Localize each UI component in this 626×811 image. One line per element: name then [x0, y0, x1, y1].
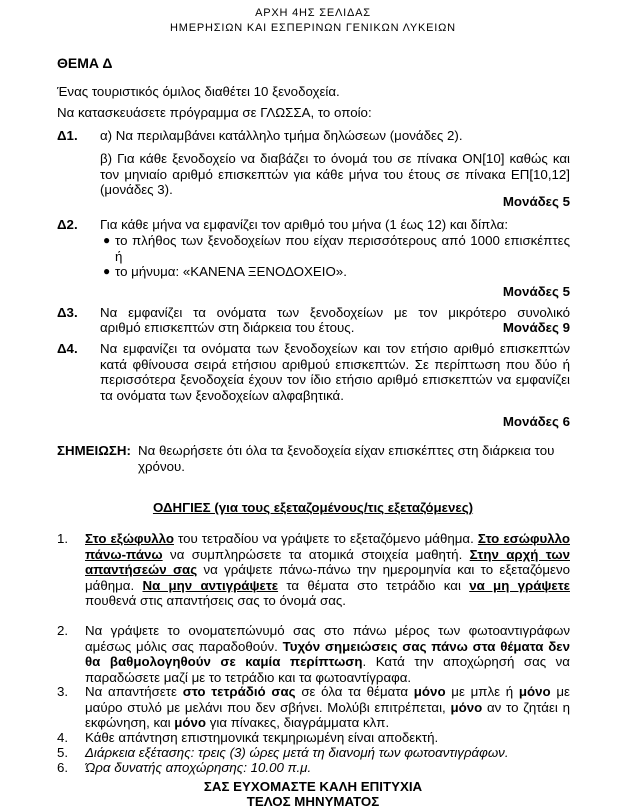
instruction-number-3: 3.	[57, 684, 69, 699]
footer-line2: ΤΕΛΟΣ ΜΗΝΥΜΑΤΟΣ	[246, 794, 380, 809]
instructions-title: ΟΔΗΓΙΕΣ (για τους εξεταζομένους/τις εξεταζόμενες)	[152, 500, 474, 515]
theme-title: ΘΕΜΑ Δ	[57, 55, 113, 71]
note-label: ΣΗΜΕΙΩΣΗ:	[57, 443, 131, 458]
d1-part-a: α) Να περιλαμβάνει κατάλληλο τμήμα δηλώσεων (μονάδες 2).	[100, 128, 463, 143]
instruction-6: Ώρα δυνατής αποχώρησης: 10.00 π.μ.	[85, 760, 312, 775]
d4-units: Μονάδες 6	[502, 414, 570, 429]
d1-label: Δ1.	[57, 128, 78, 143]
instruction-2: Να γράψετε το ονοματεπώνυμό σας στο πάνω μέρος των φωτοαντιγράφων αμέσως μόλις σας παραδοθούν. Τυχόν σημειώσεις σας πάνω στα θέματα δεν θα βαθμολογηθούν σε καμία περίπτωση. Κατά την αποχώρησή σας να παραδώσετε μαζί με το τετράδιο και τα φωτοαντίγραφα.	[85, 623, 570, 685]
d3-units: Μονάδες 9	[502, 320, 570, 335]
d3-line2: αριθμό επισκεπτών στη διάρκεια του έτους.	[100, 320, 355, 335]
d2-text: Για κάθε μήνα να εμφανίζει τον αριθμό του μήνα (1 έως 12) και δίπλα:	[100, 217, 509, 232]
d3-line1: Να εμφανίζει τα ονόματα των ξενοδοχείων με τον μικρότερο συνολικό	[100, 305, 570, 320]
intro-line1: Ένας τουριστικός όμιλος διαθέτει 10 ξενοδοχεία.	[57, 84, 340, 99]
intro-line2: Να κατασκευάσετε πρόγραμμα σε ΓΛΩΣΣΑ, το οποίο:	[57, 105, 372, 120]
instruction-number-6: 6.	[57, 760, 69, 775]
d1-units: Μονάδες 5	[502, 194, 570, 209]
d2-units: Μονάδες 5	[502, 284, 570, 299]
instruction-1: Στο εξώφυλλο του τετραδίου να γράψετε το εξεταζόμενο μάθημα. Στο εσώφυλλο πάνω-πάνω να συμπληρώσετε τα ατομικά στοιχεία μαθητή. Στην αρχή των απαντήσεών σας να γράψετε πάνω-πάνω την ημερομηνία και το εξεταζόμενο μάθημα. Να μην αντιγράψετε τα θέματα στο τετράδιο και να μη γράψετε πουθενά στις απαντήσεις σας το όνομά σας.	[85, 531, 570, 608]
instruction-number-2: 2.	[57, 623, 69, 638]
d2-label: Δ2.	[57, 217, 78, 232]
instruction-4: Κάθε απάντηση επιστημονικά τεκμηριωμένη είναι αποδεκτή.	[85, 730, 439, 745]
instruction-number-5: 5.	[57, 745, 69, 760]
d4-text: Να εμφανίζει τα ονόματα των ξενοδοχείων και τον ετήσιο αριθμό επισκεπτών κατά φθίνουσα σειρά ετήσιου αριθμού επισκεπτών. Σε περίπτωση που δύο ή περισσότερα ξενοδοχεία έχουν τον ίδιο ετήσιο αριθμό επισκεπτών να εμφανίζει τα ονόματα των ξενοδοχείων αλφαβητικά.	[100, 341, 570, 403]
instruction-3: Να απαντήσετε στο τετράδιό σας σε όλα τα θέματα μόνο με μπλε ή μόνο με μαύρο στυλό με μελάνι που δεν σβήνει. Μολύβι επιτρέπεται, μόνο αν το ζητάει η εκφώνηση, και μόνο για πίνακες, διαγράμματα κλπ.	[85, 684, 570, 730]
d4-label: Δ4.	[57, 341, 78, 356]
instruction-number-4: 4.	[57, 730, 69, 745]
d2-bullet1: το πλήθος των ξενοδοχείων που είχαν περισσότερους από 1000 επισκέπτες ή	[115, 233, 570, 264]
d3-label: Δ3.	[57, 305, 78, 320]
d2-bullet2: το μήνυμα: «ΚΑΝΕΝΑ ΞΕΝΟΔΟΧΕΙΟ».	[115, 264, 347, 279]
bullet-2: ●	[103, 264, 111, 278]
bullet-1: ●	[103, 233, 111, 247]
page-header-line1: ΑΡΧΗ 4ΗΣ ΣΕΛΙΔΑΣ	[255, 7, 371, 19]
note-text: Να θεωρήσετε ότι όλα τα ξενοδοχεία είχαν επισκέπτες στη διάρκεια του χρόνου.	[138, 443, 555, 474]
instruction-5: Διάρκεια εξέτασης: τρεις (3) ώρες μετά τη διανομή των φωτοαντιγράφων.	[85, 745, 509, 760]
instruction-number-1: 1.	[57, 531, 69, 546]
page-header-line2: ΗΜΕΡΗΣΙΩΝ ΚΑΙ ΕΣΠΕΡΙΝΩΝ ΓΕΝΙΚΩΝ ΛΥΚΕΙΩΝ	[170, 22, 456, 34]
d1-part-b: β) Για κάθε ξενοδοχείο να διαβάζει το όνομά του σε πίνακα ΟΝ[10] καθώς και τον μηνιαίο αριθμό επισκεπτών για κάθε μήνα του έτους σε πίνακα ΕΠ[10,12] (μονάδες 3).	[100, 151, 570, 197]
footer-line1: ΣΑΣ ΕΥΧΟΜΑΣΤΕ ΚΑΛΗ ΕΠΙΤΥΧΙΑ	[203, 779, 423, 794]
